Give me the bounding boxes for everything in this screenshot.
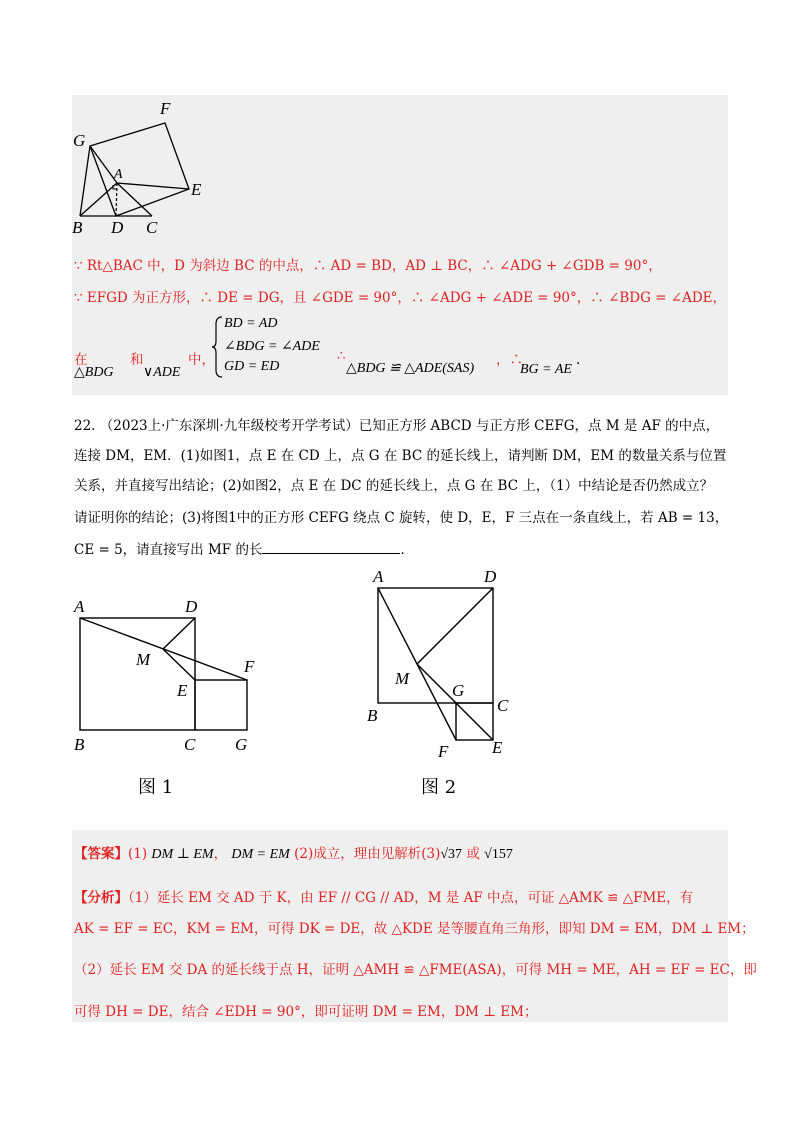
- fig2-label-D: D: [484, 567, 497, 586]
- system-eq-1: BD = AD: [224, 316, 278, 331]
- fig2-label-G: G: [452, 681, 465, 700]
- figure-2: [365, 565, 535, 800]
- question-line-1-text: 已知正方形 ABCD 与正方形 CEFG，点 M 是 AF 的中点，: [358, 418, 720, 434]
- fig1-label-G: G: [235, 735, 248, 754]
- fig1-label-F: F: [244, 657, 255, 676]
- fig2-label-E: E: [492, 738, 503, 757]
- answer-v2: √157: [484, 847, 513, 862]
- answer-tag: 【答案】: [74, 846, 128, 862]
- top-line-3-congruent: △BDG ≌ △ADE(SAS): [346, 361, 475, 376]
- fig1-label-C: C: [184, 735, 196, 754]
- fig1-label-A: A: [74, 597, 85, 616]
- answer-v1: √37: [440, 847, 463, 862]
- analysis-line-3: （2）延长 EM 交 DA 的延长线于点 H，证明 △AMH ≌ △FME(ASA)，可得 MH = ME，AH = EF = EC，即: [74, 962, 757, 978]
- answer-sep: ，: [213, 846, 228, 862]
- analysis-text-1: （1）延长 EM 交 AD 于 K，由 EF // CG // AD，M 是 AF 中点，可证 △AMK ≌ △FME，有: [128, 890, 694, 906]
- top-line-3-end: .: [576, 352, 581, 368]
- fig2-label-A: A: [373, 567, 384, 586]
- answer-m1: DM ⊥ EM: [151, 847, 214, 862]
- label-B: B: [72, 218, 83, 237]
- fig1-caption: 图 1: [138, 777, 174, 798]
- answer-part1: (1): [128, 846, 148, 862]
- system-eq-3: GD = ED: [224, 359, 280, 374]
- system-eq-2: ∠BDG = ∠ADE: [224, 339, 320, 354]
- label-C: C: [146, 218, 158, 237]
- top-line-3-therefore2: ，∴: [496, 352, 523, 368]
- fig2-label-B: B: [367, 706, 378, 725]
- top-line-3-result: BG = AE: [520, 362, 572, 377]
- question-line-3: 关系，并直接写出结论；(2)如图2，点 E 在 DC 的延长线上，点 G 在 BC 上，（1）中结论是否仍然成立？: [74, 478, 714, 494]
- question-line-5-end: ．: [400, 542, 414, 558]
- fig1-label-D: D: [185, 597, 198, 616]
- top-line-3-therefore1: ∴: [337, 348, 346, 364]
- question-source: （2023上·广东深圳·九年级校考开学考试）: [99, 418, 359, 434]
- top-line-2: [74, 286, 726, 306]
- figure-1: [70, 590, 270, 800]
- question-line-5: [74, 538, 414, 558]
- analysis-line-4: 可得 DH = DE，结合 ∠EDH = 90°，即可证明 DM = EM，DM ⊥ EM；: [74, 1004, 538, 1020]
- top-line-3-zhong: 中，: [188, 352, 215, 368]
- answer-m2: DM = EM: [231, 847, 290, 862]
- label-D: D: [111, 218, 124, 237]
- fig2-caption: 图 2: [421, 777, 457, 798]
- fig1-label-B: B: [74, 735, 85, 754]
- answer-part2: (2)成立，理由见解析(3): [294, 846, 441, 862]
- answer-blank: [262, 540, 400, 554]
- top-line-1-text: ∵ Rt△BAC 中，D 为斜边 BC 的中点，∴ AD = BD，AD ⊥ BC，∴ ∠ADG + ∠GDB = 90°，: [74, 258, 662, 274]
- label-E: E: [191, 180, 202, 199]
- question-line-1: [74, 414, 719, 434]
- fig2-label-C: C: [497, 696, 509, 715]
- top-line-2-text: ∵ EFGD 为正方形，∴ DE = DG，且 ∠GDE = 90°，∴ ∠ADG + ∠ADE = 90°，∴ ∠BDG = ∠ADE，: [74, 290, 727, 306]
- fig2-label-M: M: [395, 669, 410, 688]
- label-A: A: [114, 167, 123, 182]
- question-number: 22.: [74, 418, 96, 434]
- question-line-2: 连接 DM，EM．(1)如图1，点 E 在 CD 上，点 G 在 BC 的延长线上，请判断 DM，EM 的数量关系与位置: [74, 448, 727, 464]
- fig2-label-F: F: [438, 742, 449, 761]
- top-line-3-tri1: △BDG: [74, 365, 114, 380]
- top-line-1: [74, 254, 662, 274]
- answer-or: 或: [466, 846, 480, 862]
- system-brace: [212, 316, 224, 378]
- question-line-5-text: CE = 5，请直接写出 MF 的长: [74, 542, 263, 558]
- top-figure: [72, 98, 222, 238]
- label-F: F: [160, 99, 171, 118]
- answer-line: [74, 842, 513, 863]
- fig1-label-E: E: [177, 681, 188, 700]
- analysis-tag: 【分析】: [74, 890, 128, 906]
- question-line-4: 请证明你的结论；(3)将图1中的正方形 CEFG 绕点 C 旋转，使 D，E，F 三点在一条直线上，若 AB = 13，: [74, 510, 729, 526]
- top-line-3-zai: 在: [74, 352, 88, 368]
- label-G: G: [73, 131, 86, 150]
- analysis-line-2: AK = EF = EC，KM = EM，可得 DK = DE，故 △KDE 是等腰直角三角形，即知 DM = EM，DM ⊥ EM；: [74, 921, 755, 937]
- analysis-line-1: [74, 886, 693, 906]
- top-line-3-he: 和: [130, 352, 144, 368]
- fig1-label-M: M: [136, 650, 151, 669]
- top-line-3-tri2: ∨ADE: [143, 365, 181, 380]
